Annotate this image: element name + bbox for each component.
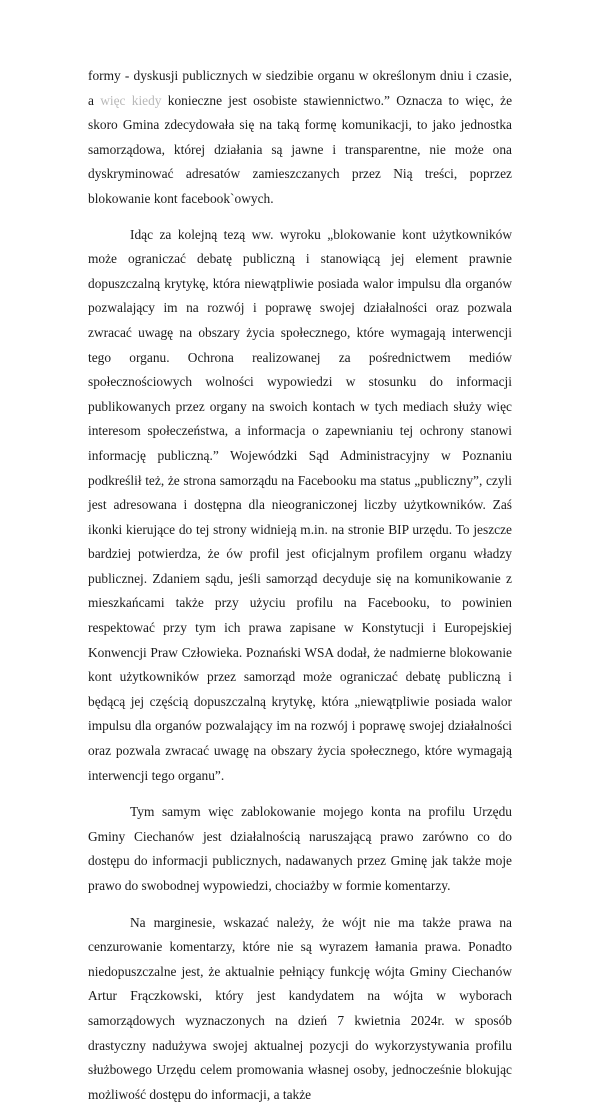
document-body [88, 64, 512, 1107]
paragraph-1-text: konieczne jest osobiste stawiennictwo.” Oznacza to więc, że skoro Gmina zdecydowała się na taką formę komunikacji, to jako jednostka samorządowa, której działania są jawne i transparentne, nie może ona dyskryminować adresatów zamieszczanych przez Nią treści, poprzez blokowanie kont facebook`owych. [88, 92, 513, 206]
paragraph-2: Idąc za kolejną tezą ww. wyroku „blokowanie kont użytkowników może ograniczać debatę publiczną i stanowiącą jej element prawnie dopuszczalną krytykę, która niewątpliwie posiada walor impulsu dla organów pozwalający im na rozwój i poprawę swojej działalności oraz pozwala zwracać uwagę na obszary życia społecznego, które wymagają interwencji tego organu. Ochrona realizowanej za pośrednictwem mediów społecznościowych wolności wypowiedzi w stosunku do informacji publikowanych przez organy na swoich kontach w tych mediach służy więc interesom społeczeństwa, a informacja o zapewnianiu tej ochrony stanowi informację publiczną.” Wojewódzki Sąd Administracyjny w Poznaniu podkreślił też, że strona samorządu na Facebooku ma status „publiczny”, czyli jest adresowana i dostępna dla nieograniczonej liczby użytkowników. Zaś ikonki kierujące do tej strony widnieją m.in. na stronie BIP urzędu. To jeszcze bardziej potwierdza, że ów profil jest oficjalnym profilem organu władzy publicznej. Zdaniem sądu, jeśli samorząd decyduje się na komunikowanie z mieszkańcami także przy użyciu profilu na Facebooku, to powinien respektować przy tym ich prawa zapisane w Konstytucji i Europejskiej Konwencji Praw Człowieka. Poznański WSA dodał, że nadmierne blokowanie kont użytkowników przez samorząd może ograniczać debatę publiczną i będącą jej częścią dopuszczalną krytykę, która „niewątpliwie posiada walor impulsu dla organów pozwalający im na rozwój i poprawę swojej działalności oraz pozwala zwracać uwagę na obszary życia społecznego, które wymagają interwencji tego organu”. [88, 226, 512, 783]
paragraph-4: Na marginesie, wskazać należy, że wójt nie ma także prawa na cenzurowanie komentarzy, które nie są wyrazem łamania prawa. Ponadto niedopuszczalne jest, że aktualnie pełniący funkcję wójta Gminy Ciechanów Artur Frączkowski, który jest kandydatem na wójta w wyborach samorządowych wyznaczonych na dzień 7 kwietnia 2024r. w sposób drastyczny nadużywa swojej aktualnej pozycji do wykorzystywania profilu służbowego Urzędu celem promowania własnej osoby, jednocześnie blokując możliwość dostępu do informacji, a także [88, 914, 512, 1102]
paragraph-3: Tym samym więc zablokowanie mojego konta na profilu Urzędu Gminy Ciechanów jest działalnością naruszającą prawo zarówno co do dostępu do informacji publicznych, nadawanych przez Gminę jak także moje prawo do swobodnej wypowiedzi, chociażby w formie komentarzy. [88, 804, 512, 893]
paragraph-1 [88, 64, 512, 212]
paragraph-1-faded-text: więc kiedy [100, 92, 162, 108]
paragraph-1-lead: formy - dyskusji publicznych w siedzibie organu w określonym dniu i czasie, a [88, 68, 512, 108]
